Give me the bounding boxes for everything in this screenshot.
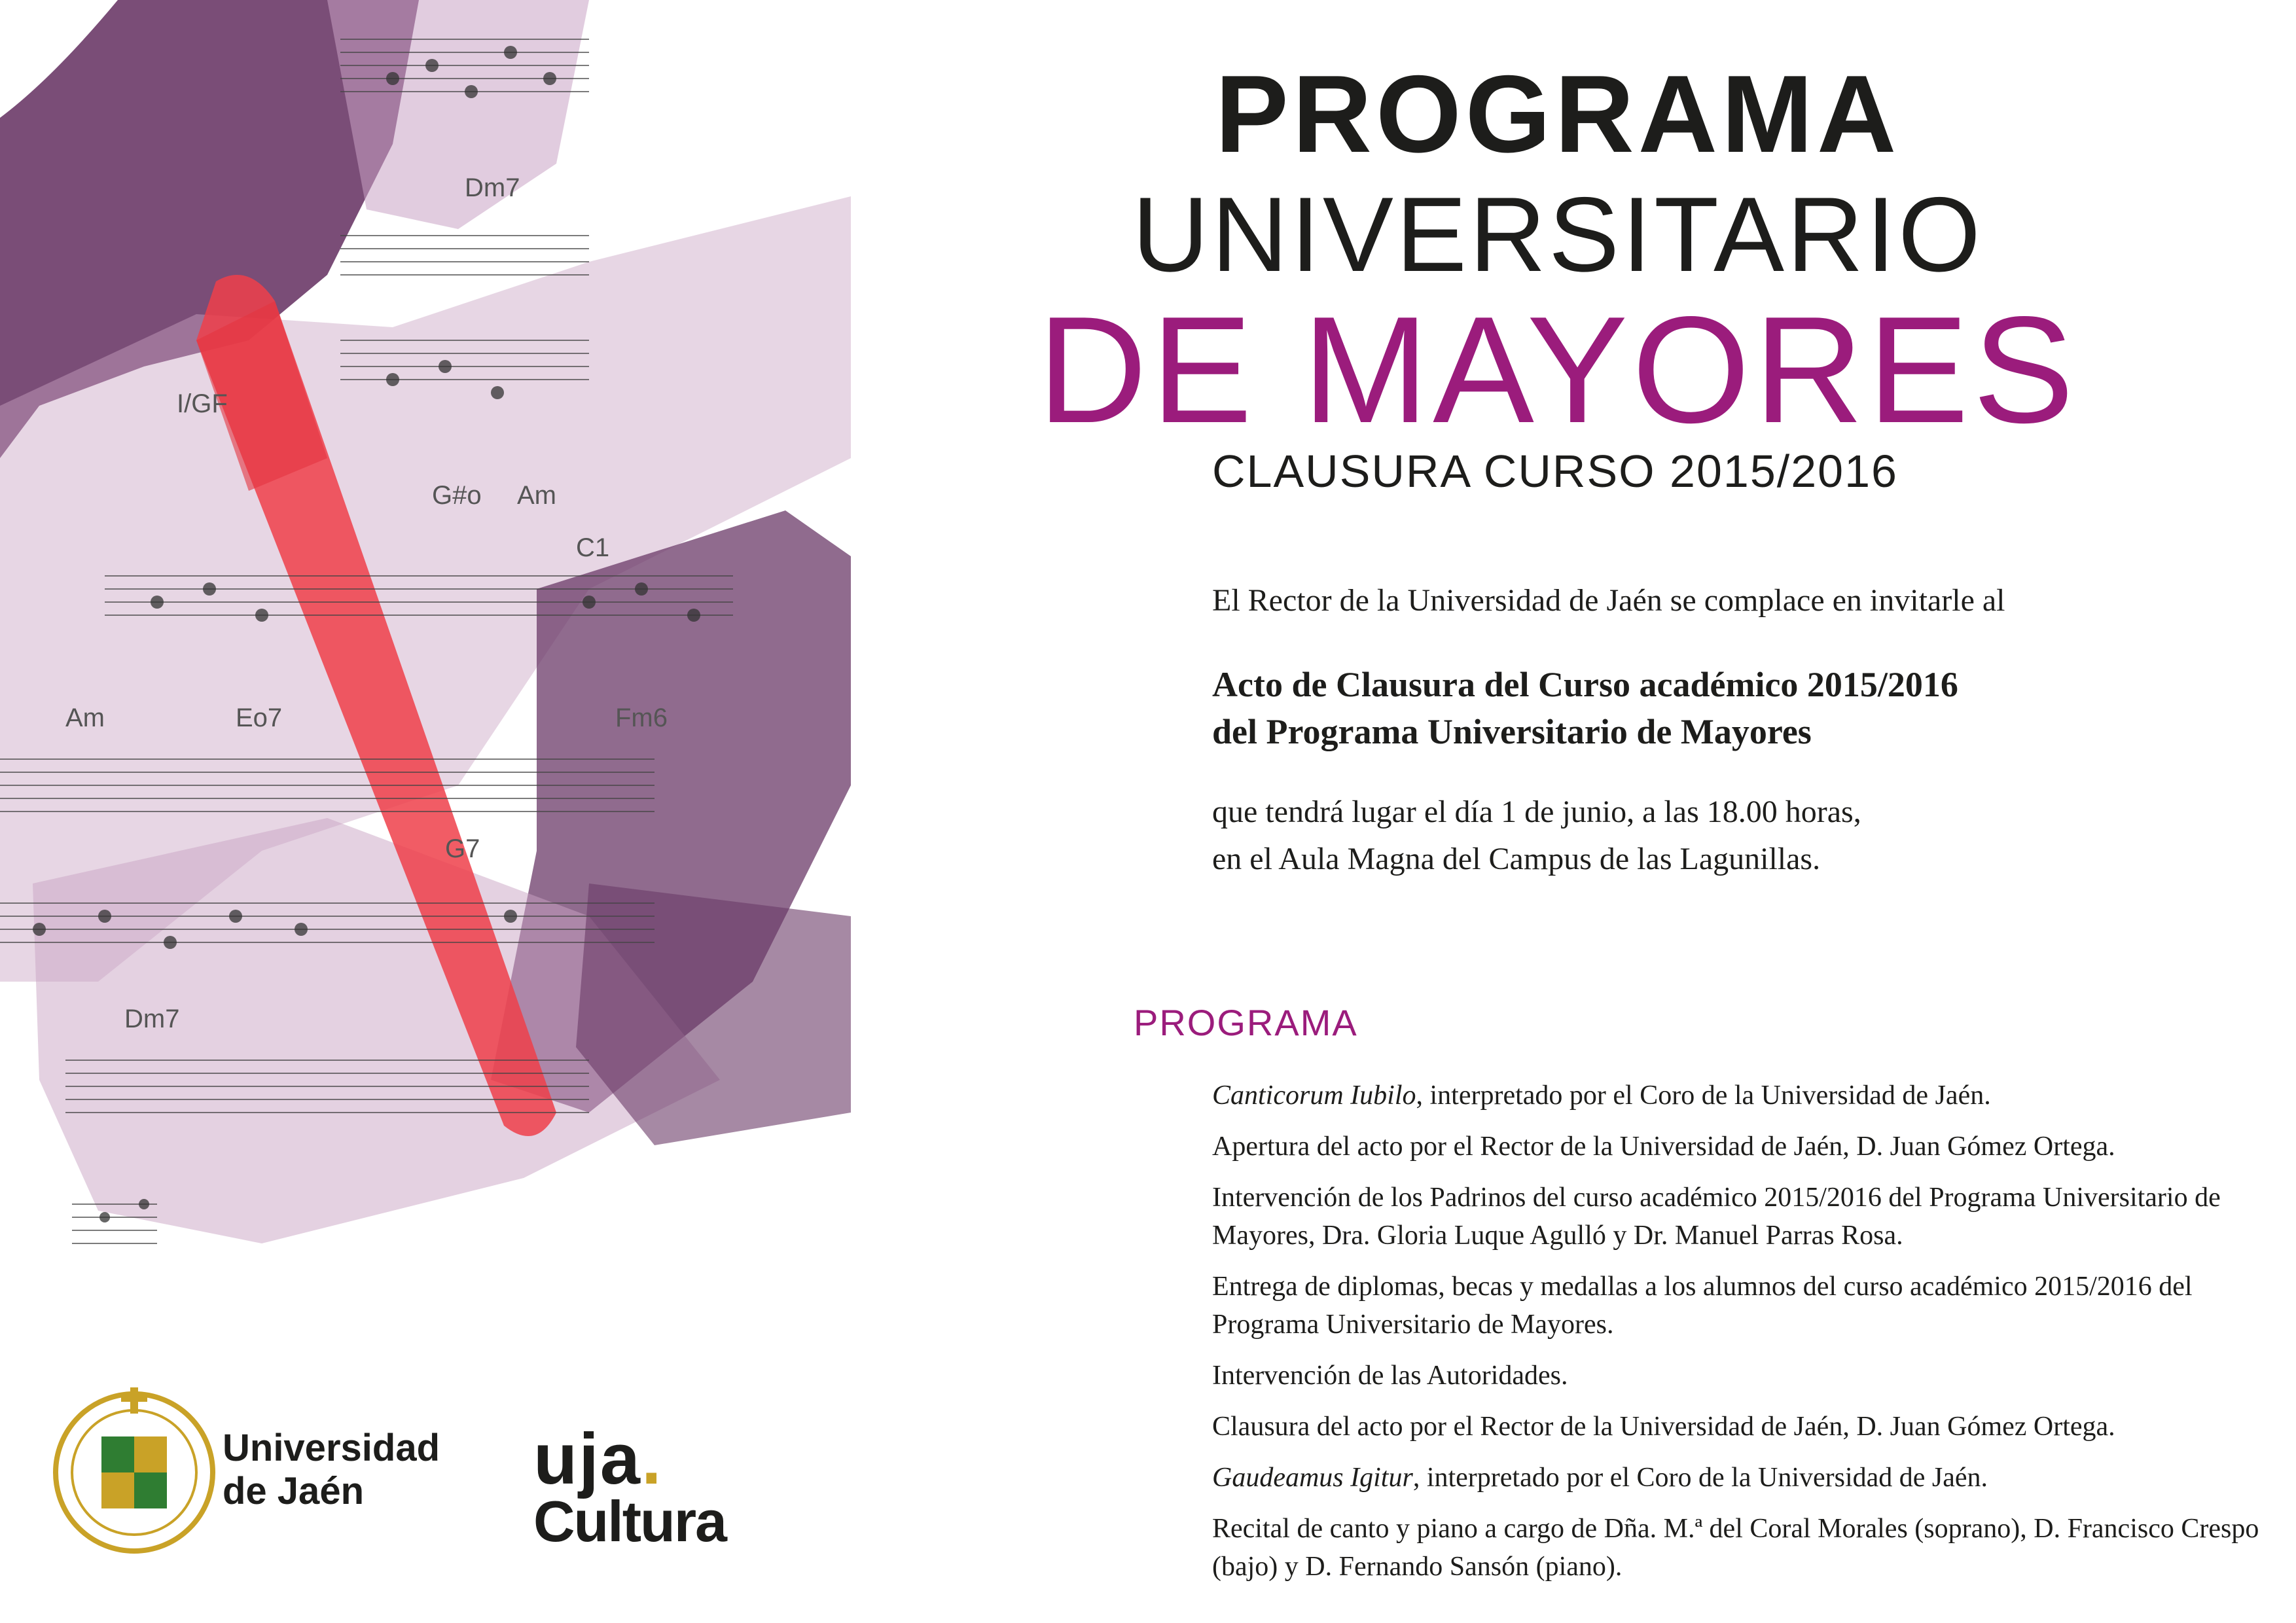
chord-label: Fm6 bbox=[615, 704, 668, 732]
chord-label: I/GF bbox=[177, 389, 228, 418]
chord-label: Eo7 bbox=[236, 704, 283, 732]
wordmark-line-2: de Jaén bbox=[223, 1470, 364, 1512]
subtitle: CLAUSURA CURSO 2015/2016 bbox=[1212, 446, 1898, 497]
watercolor-sheet-music-artwork bbox=[0, 0, 851, 1623]
chord-label: G#o bbox=[432, 481, 482, 510]
list-item: Entrega de diplomas, becas y medallas a los alumnos del curso académico 2015/2016 del Programa Universitario de Mayores. bbox=[1212, 1272, 2193, 1340]
chord-label: Dm7 bbox=[465, 173, 520, 202]
wordmark-line-1: Universidad bbox=[223, 1427, 440, 1469]
programa-list bbox=[1212, 1077, 2272, 1599]
universidad-jaen-wordmark bbox=[223, 1427, 440, 1513]
list-item: Clausura del acto por el Rector de la Universidad de Jaén, D. Juan Gómez Ortega. bbox=[1212, 1412, 2115, 1442]
title-line-2: UNIVERSITARIO bbox=[1132, 175, 1984, 294]
uja-cultura-logo bbox=[533, 1419, 726, 1554]
chord-label: Am bbox=[65, 704, 105, 732]
event-title-line-1: Acto de Clausura del Curso académico 2015/2016 bbox=[1212, 665, 1958, 704]
list-item: Apertura del acto por el Rector de la Universidad de Jaén, D. Juan Gómez Ortega. bbox=[1212, 1132, 2115, 1162]
title-line-1: PROGRAMA bbox=[1215, 52, 1901, 175]
list-item: Recital de canto y piano a cargo de Dña. M.ª del Coral Morales (soprano), D. Francisco Crespo (bajo) y D. Fernando Sansón (piano). bbox=[1212, 1514, 2259, 1582]
event-location-line-2: en el Aula Magna del Campus de las Lagunillas. bbox=[1212, 842, 1821, 876]
chord-label: Am bbox=[517, 481, 556, 510]
programa-heading: PROGRAMA bbox=[1134, 1002, 1358, 1043]
cultura-logo-top: uja. bbox=[533, 1419, 663, 1499]
event-location-line-1: que tendrá lugar el día 1 de junio, a las 18.00 horas, bbox=[1212, 794, 1861, 829]
list-item: Canticorum Iubilo, interpretado por el Coro de la Universidad de Jaén. bbox=[1212, 1080, 1991, 1111]
chord-label: G7 bbox=[445, 834, 480, 863]
list-item: Intervención de las Autoridades. bbox=[1212, 1361, 1568, 1391]
list-item: Gaudeamus Igitur, interpretado por el Coro de la Universidad de Jaén. bbox=[1212, 1463, 1988, 1493]
event-title bbox=[1212, 661, 1958, 755]
watercolor-washes bbox=[0, 0, 851, 1243]
cultura-logo-bottom: Cultura bbox=[533, 1489, 726, 1554]
title-block bbox=[838, 52, 2278, 455]
chord-label: Dm7 bbox=[124, 1005, 180, 1033]
chord-label: C1 bbox=[576, 533, 610, 562]
list-item: Intervención de los Padrinos del curso académico 2015/2016 del Programa Universitario de Mayores, Dra. Gloria Luque Agulló y Dr. Manuel Parras Rosa. bbox=[1212, 1183, 2221, 1251]
event-title-line-2: del Programa Universitario de Mayores bbox=[1212, 712, 1812, 751]
title-line-3: DE MAYORES bbox=[1037, 285, 2078, 455]
event-location bbox=[1212, 789, 1861, 883]
invitation-text: El Rector de la Universidad de Jaén se complace en invitarle al bbox=[1212, 583, 2005, 618]
